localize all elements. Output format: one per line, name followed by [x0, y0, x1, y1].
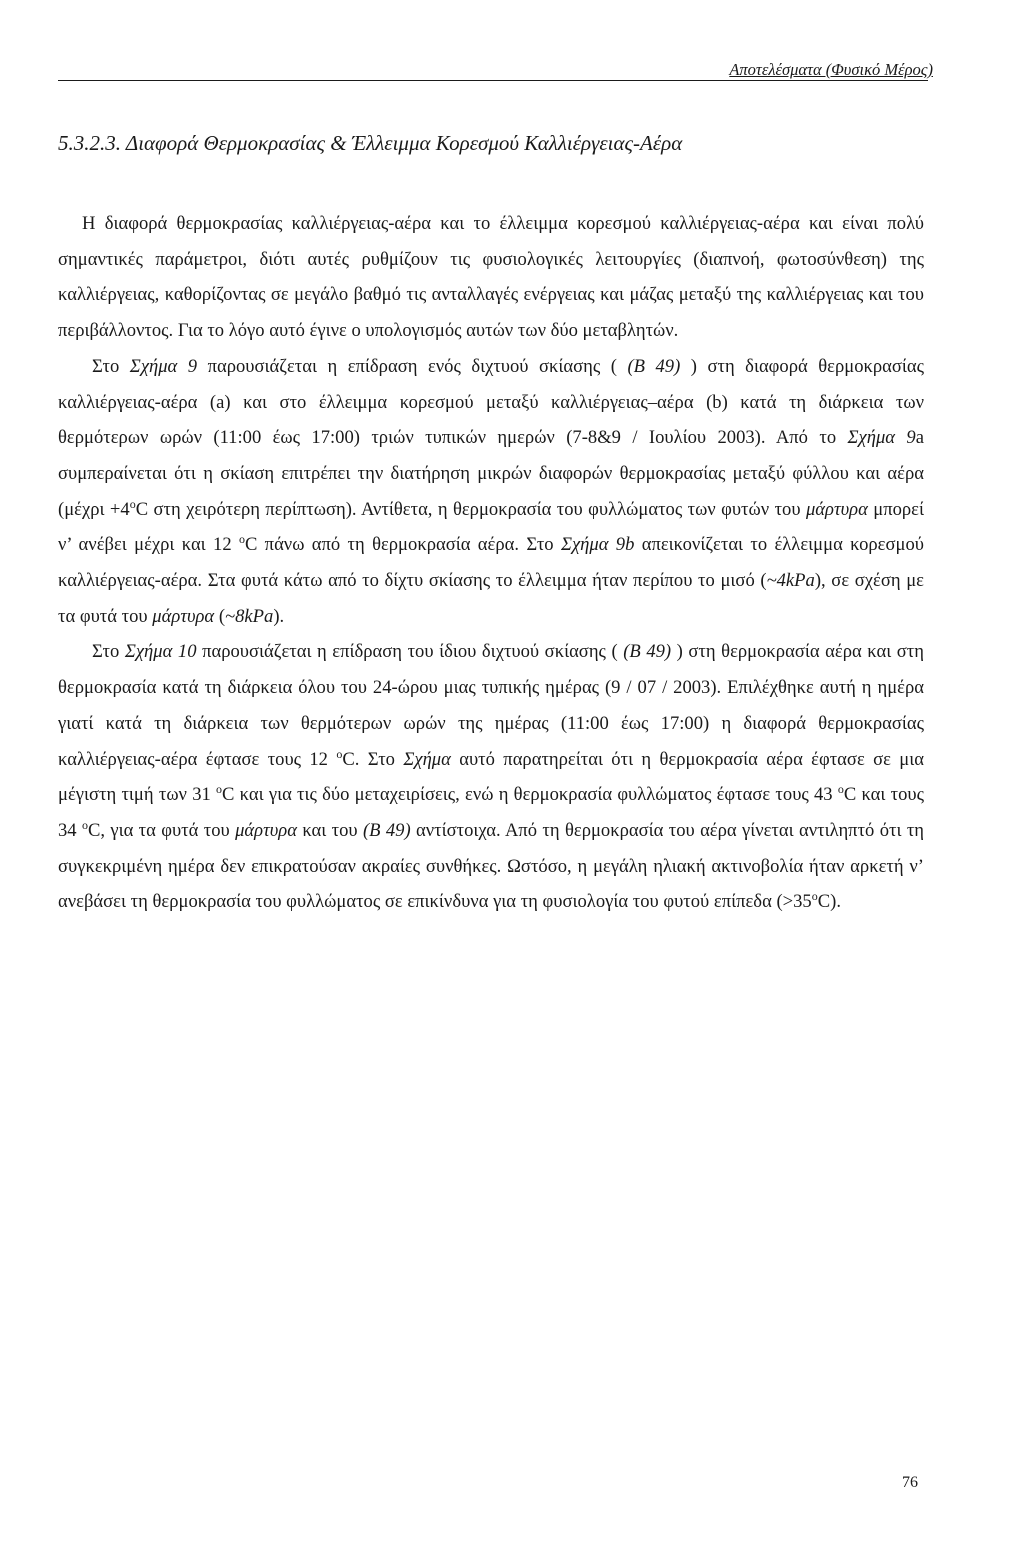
header-rule — [58, 80, 928, 81]
section-title: 5.3.2.3. Διαφορά Θερμοκρασίας & Έλλειμμα Κορεσμού Καλλιέργειας-Αέρα — [58, 131, 683, 155]
figure-reference: Σχήμα — [403, 748, 451, 770]
net-reference: (B 49) — [362, 819, 411, 841]
degree-sign: o — [811, 889, 818, 904]
figure-reference: Σχήμα 9 — [129, 355, 198, 377]
page-number: 76 — [902, 1474, 918, 1491]
control-reference: μάρτυρα — [805, 498, 868, 520]
net-reference: (B 49) — [627, 355, 681, 377]
running-header: Αποτελέσματα (Φυσικό Μέρος) — [729, 60, 933, 79]
figure-reference: Σχήμα 9 — [847, 427, 916, 449]
degree-sign: o — [238, 532, 245, 547]
degree-sign: o — [837, 782, 844, 797]
pressure-value: ~8kPa — [225, 605, 274, 627]
control-reference: μάρτυρα — [235, 819, 297, 841]
paragraph-figure-9: Στο Σχήμα 9 παρουσιάζεται η επίδραση ενός διχτυού σκίασης ( (B 49) ) στη διαφορά θερμοκρασίας καλλιέργειας-αέρα (a) και στο έλλειμμα κορεσμού μεταξύ καλλιέργειας–αέρα (b) κατά τη διάρκεια των θερμότερων ωρών (11:00 έως 17:00) τριών τυπικών ημερών (7-8&9 / Ιουλίου 2003). Από το Σχήμα 9a συμπεραίνεται ότι η σκίαση επιτρέπει την διατήρηση μικρών διαφορών θερμοκρασίας μεταξύ φύλλου και αέρα ($\mu έ\chi\rho\iota +4^oC$ στη χειρότερη περίπτωση). Αντίθετα, η θερμοκρασία του φυλλώματος των φυτών του μάρτυρα μπορεί ν’ ανέβει μέχρι και 12 $^o$C πάνω από τη θερμοκρασία αέρα. Στο Σχήμα 9b απεικονίζεται το έλλειμμα κορεσμού καλλιέργειας-αέρα. Στα φυτά κάτω από το δίχτυ σκίασης το έλλειμμα ήταν περίπου το μισό (~4kPa), σε σχέση με τα φυτά του μάρτυρα (~8kPa). — [58, 355, 925, 627]
degree-sign: o — [216, 782, 223, 797]
degree-sign: o — [129, 496, 136, 511]
figure-reference: Σχήμα 10 — [124, 641, 197, 663]
degree-sign: o — [336, 746, 343, 761]
control-reference: μάρτυρα — [152, 605, 215, 627]
document-body — [58, 206, 924, 920]
paragraph-figure-10: Στο Σχήμα 10 παρουσιάζεται η επίδραση του ίδιου διχτυού σκίασης ( (B 49) ) στη θερμοκρασία αέρα και στη θερμοκρασία κατά τη διάρκεια όλου του 24-ώρου μιας τυπικής ημέρας (9 / 07 / 2003). Επιλέχθηκε αυτή η ημέρα γιατί κατά τη διάρκεια των θερμότερων ωρών της ημέρας (11:00 έως 17:00) η διαφορά θερμοκρασίας καλλιέργειας-αέρα έφτασε τους 12 $^o$C. Στο Σχήμα αυτό παρατηρείται ότι η θερμοκρασία αέρα έφτασε σε μια μέγιστη τιμή των 31 $^o$C και για τις δύο μεταχειρίσεις, ενώ η θερμοκρασία φυλλώματος έφτασε τους 43 $^o$C και τους 34 $^o$C, για τα φυτά του μάρτυρα και του (B 49) αντίστοιχα. Από τη θερμοκρασία του αέρα γίνεται αντιληπτό ότι τη συγκεκριμένη ημέρα δεν επικρατούσαν ακραίες συνθήκες. Ωστόσο, η μεγάλη ηλιακή ακτινοβολία ήταν αρκετή ν’ ανεβάσει τη θερμοκρασία του φυλλώματος σε επικίνδυνα για τη φυσιολογία του φυτού επίπεδα $(>35^oC)$. — [58, 641, 925, 913]
pressure-value: ~4kPa — [766, 570, 815, 592]
paragraph-intro: Η διαφορά θερμοκρασίας καλλιέργειας-αέρα και το έλλειμμα κορεσμού καλλιέργειας-αέρα και είναι πολύ σημαντικές παράμετροι, διότι αυτές ρυθμίζουν τις φυσιολογικές λειτουργίες (διαπνοή, φωτοσύνθεση) της καλλιέργειας, καθορίζοντας σε μεγάλο βαθμό τις ανταλλαγές ενέργειας και μάζας μεταξύ της καλλιέργειας και του περιβάλλοντος. Για το λόγο αυτό έγινε ο υπολογισμός αυτών των δύο μεταβλητών. — [58, 213, 924, 342]
figure-reference: Σχήμα 9b — [560, 534, 635, 556]
net-reference: (B 49) — [623, 641, 672, 663]
degree-sign: o — [81, 817, 88, 832]
